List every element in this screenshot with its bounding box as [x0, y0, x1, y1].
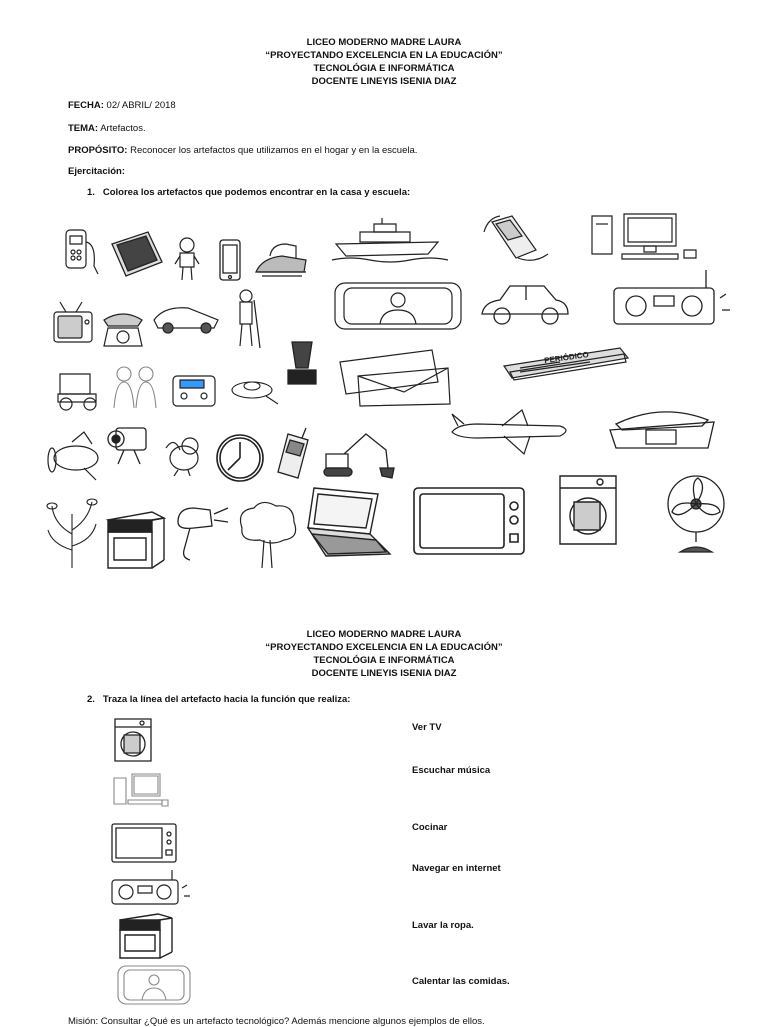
mission-text: Misión: Consultar ¿Qué es un artefacto tecnológico? Además mencione algunos ejemplos de ellos.	[68, 1016, 485, 1027]
match-computer-icon[interactable]	[112, 772, 170, 808]
exercise2-number: 2.	[87, 694, 95, 705]
school-motto-2: “PROYECTANDO EXCELENCIA EN LA EDUCACIÓN”	[265, 642, 503, 653]
ship-icon	[330, 216, 450, 264]
cellphone-hand-icon	[478, 212, 550, 266]
proposito-line	[68, 145, 417, 157]
bird-icon	[160, 428, 206, 476]
excavator-icon	[322, 428, 398, 482]
match-radio-icon[interactable]	[110, 868, 194, 908]
plant-icon	[44, 494, 100, 570]
laptop-icon	[300, 484, 394, 570]
tablet-icon	[108, 230, 166, 278]
ejercitacion-label: Ejercitación:	[68, 166, 126, 177]
match-microwave-icon[interactable]	[110, 822, 178, 864]
page2-header	[0, 628, 768, 680]
stove-icon	[102, 506, 168, 572]
blender-icon	[280, 338, 324, 388]
intercom-icon	[54, 222, 102, 278]
flying-saucer-icon	[226, 372, 282, 408]
car-icon	[478, 280, 572, 328]
function-navegar-internet[interactable]: Navegar en internet	[412, 863, 501, 874]
worker-drill-icon	[228, 288, 266, 350]
toy-plane-icon	[44, 428, 106, 484]
old-tv-icon	[50, 300, 96, 348]
tv-presenter-icon	[332, 280, 464, 332]
page1-header	[0, 36, 768, 88]
ejercitacion-line	[68, 166, 125, 178]
fecha-line	[68, 100, 176, 112]
envelopes-icon	[336, 346, 454, 408]
proposito-value: Reconocer los artefactos que utilizamos en el hogar y en la escuela.	[127, 145, 418, 156]
exercise1-number: 1.	[87, 187, 95, 198]
function-ver-tv[interactable]: Ver TV	[412, 722, 442, 733]
mobile-phone-icon	[272, 426, 316, 482]
smartphone-icon	[216, 238, 244, 282]
school-name: LICEO MODERNO MADRE LAURA	[306, 37, 462, 48]
newspaper-label: PERIÓDICO	[543, 350, 590, 366]
match-tv-presenter-icon[interactable]	[116, 964, 192, 1006]
subject-name-2: TECNOLÓGIA E INFORMÁTICA	[313, 655, 455, 666]
exercise1-title	[87, 187, 410, 198]
exercise1-text: Colorea los artefactos que podemos encontrar en la casa y escuela:	[102, 187, 411, 198]
sports-car-icon	[150, 300, 222, 336]
telephone-icon	[606, 400, 718, 450]
fan-icon	[654, 472, 738, 556]
teacher-name-2: DOCENTE LINEYIS ISENIA DIAZ	[311, 668, 457, 679]
stereo-icon	[170, 370, 218, 410]
exercise2-text: Traza la línea del artefacto hacia la función que realiza:	[102, 694, 351, 705]
tree-icon	[232, 498, 302, 570]
tema-label: TEMA:	[68, 123, 99, 134]
vintage-car-icon	[52, 368, 102, 414]
television-icon	[410, 484, 528, 558]
desktop-computer-icon	[588, 210, 704, 260]
proposito-label: PROPÓSITO:	[68, 145, 128, 156]
rotary-phone-icon	[100, 308, 146, 350]
washing-machine-icon	[556, 472, 620, 548]
school-name-2: LICEO MODERNO MADRE LAURA	[306, 629, 462, 640]
robot-boy-icon	[172, 236, 202, 282]
function-escuchar-musica[interactable]: Escuchar música	[412, 765, 491, 776]
fecha-label: FECHA:	[68, 100, 104, 111]
airplane-icon	[448, 406, 576, 458]
function-cocinar[interactable]: Cocinar	[412, 822, 448, 833]
function-lavar-ropa[interactable]: Lavar la ropa.	[412, 920, 474, 931]
exercise2-title	[87, 694, 350, 705]
match-stove-icon[interactable]	[116, 910, 176, 960]
tema-value: Artefactos.	[98, 123, 146, 134]
hair-dryer-icon	[170, 500, 232, 566]
subject-name: TECNOLÓGIA E INFORMÁTICA	[313, 63, 455, 74]
children-icon	[106, 364, 164, 412]
clock-icon	[214, 432, 266, 484]
match-washing-machine-icon[interactable]	[112, 716, 154, 764]
school-motto: “PROYECTANDO EXCELENCIA EN LA EDUCACIÓN”	[265, 50, 503, 61]
radio-icon	[610, 268, 738, 328]
teacher-name: DOCENTE LINEYIS ISENIA DIAZ	[311, 76, 457, 87]
function-calentar-comidas[interactable]: Calentar las comidas.	[412, 976, 510, 987]
tema-line	[68, 123, 146, 135]
iron-icon	[252, 236, 310, 280]
newspaper-icon	[500, 342, 632, 382]
fecha-value: 02/ ABRIL/ 2018	[103, 100, 176, 111]
video-camera-icon	[104, 420, 156, 466]
